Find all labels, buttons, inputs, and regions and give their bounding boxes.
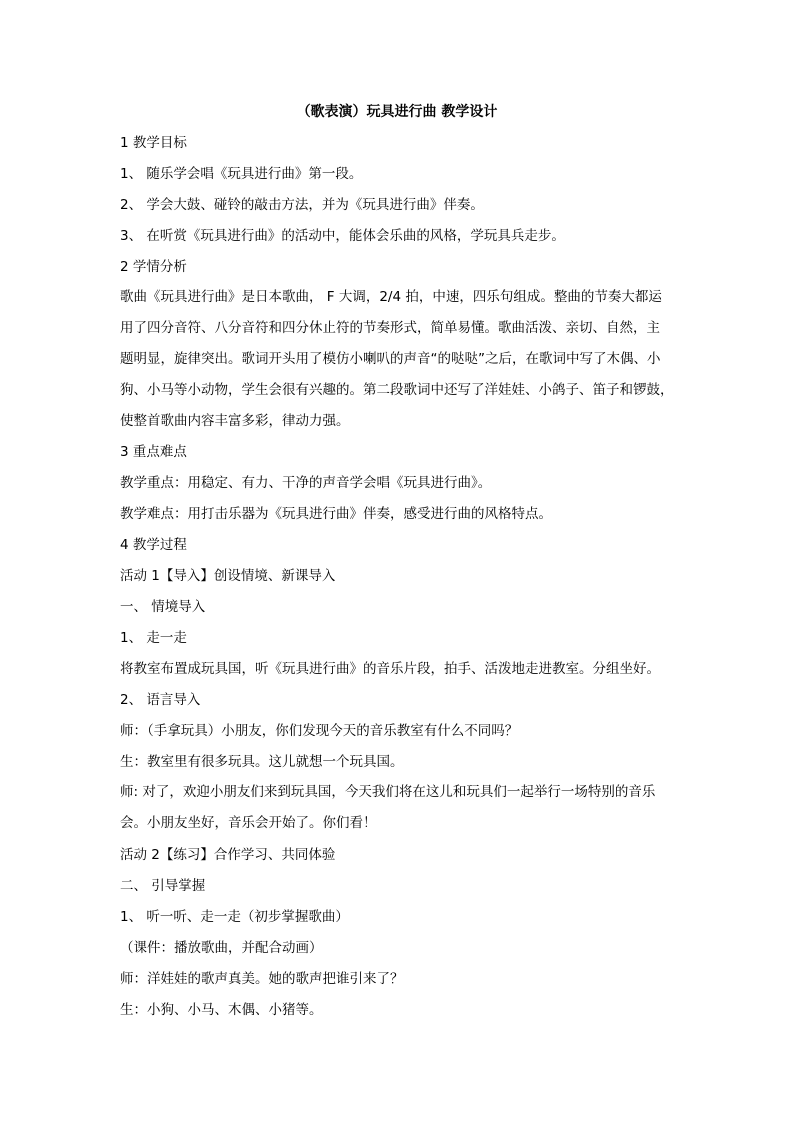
analysis-line-2: 用了四分音符、八分音符和四分休止符的节奏形式，简单易懂。歌曲活泼、亲切、自然，主 xyxy=(120,320,660,336)
difficulty-text: 教学难点：用打击乐器为《玩具进行曲》伴奏，感受进行曲的风格特点。 xyxy=(120,506,552,522)
analysis-line-5: 使整首歌曲内容丰富多彩，律动力强。 xyxy=(120,413,350,429)
analysis-paragraph xyxy=(120,282,680,437)
item-walk: 1、 走一走 xyxy=(120,630,187,646)
section-heading-analysis: 2 学情分析 xyxy=(120,259,187,275)
subsection-two: 二、 引导掌握 xyxy=(120,878,206,894)
teacher-line-2a: 师: 对了，欢迎小朋友们来到玩具国，今天我们将在这儿和玩具们一起举行一场特别的音乐 xyxy=(120,784,656,800)
teacher-paragraph-2 xyxy=(120,777,680,839)
section-heading-process: 4 教学过程 xyxy=(120,537,187,553)
activity-1-heading: 活动 1【导入】创设情境、新课导入 xyxy=(120,568,336,584)
courseware-note: （课件：播放歌曲，并配合动画） xyxy=(120,940,323,956)
student-line-1: 生：教室里有很多玩具。这儿就想一个玩具国。 xyxy=(120,754,404,770)
teacher-line-1: 师：（手拿玩具）小朋友，你们发现今天的音乐教室有什么不同吗？ xyxy=(120,723,519,739)
analysis-line-1: 歌曲《玩具进行曲》是日本歌曲， F 大调，2/4 拍，中速，四乐句组成。整曲的节奏大都运 xyxy=(120,289,662,305)
section-heading-goals: 1 教学目标 xyxy=(120,135,187,151)
teacher-line-3: 师：洋娃娃的歌声真美。她的歌声把谁引来了？ xyxy=(120,971,404,987)
item-language: 2、 语言导入 xyxy=(120,692,201,708)
goal-item-3: 3、 在听赏《玩具进行曲》的活动中，能体会乐曲的风格，学玩具兵走步。 xyxy=(120,228,565,244)
analysis-line-3: 题明显，旋律突出。歌词开头用了模仿小喇叭的声音“的哒哒”之后，在歌词中写了木偶、小 xyxy=(120,351,661,367)
activity-2-heading: 活动 2【练习】合作学习、共同体验 xyxy=(120,847,336,863)
section-heading-keypoints: 3 重点难点 xyxy=(120,444,187,460)
item-listen: 1、 听一听、走一走（初步掌握歌曲） xyxy=(120,909,349,925)
key-point-text: 教学重点：用稳定、有力、干净的声音学会唱《玩具进行曲》。 xyxy=(120,475,492,491)
student-line-2: 生：小狗、小马、木偶、小猪等。 xyxy=(120,1002,323,1018)
goal-item-2: 2、 学会大鼓、碰铃的敲击方法，并为《玩具进行曲》伴奏。 xyxy=(120,197,484,213)
walk-description: 将教室布置成玩具国，听《玩具进行曲》的音乐片段，拍手、活泼地走进教室。分组坐好。 xyxy=(120,661,660,677)
analysis-line-4: 狗、小马等小动物，学生会很有兴趣的。第二段歌词中还写了洋娃娃、小鸽子、笛子和锣鼓， xyxy=(120,382,674,398)
teacher-line-2b: 会。小朋友坐好，音乐会开始了。你们看！ xyxy=(120,815,377,831)
goal-item-1: 1、 随乐学会唱《玩具进行曲》第一段。 xyxy=(120,166,363,182)
subsection-one: 一、 情境导入 xyxy=(120,599,206,615)
page-title: （歌表演）玩具进行曲 教学设计 xyxy=(296,104,498,120)
